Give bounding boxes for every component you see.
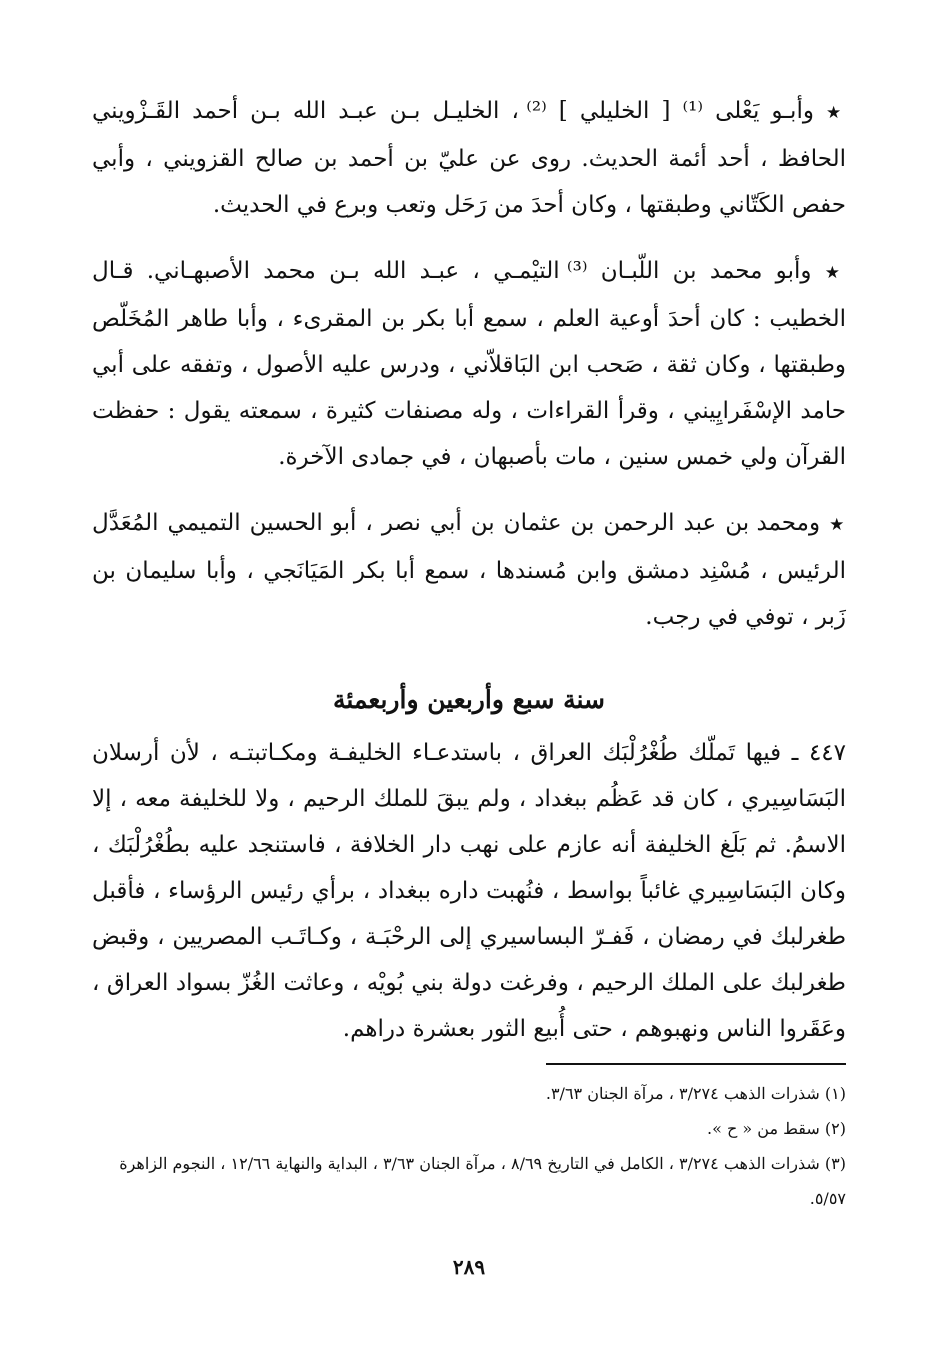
- event-number: ٤٤٧: [808, 740, 846, 766]
- footnotes: [92, 1076, 846, 1216]
- event-paragraph: [92, 730, 846, 1052]
- entry-text: وأبو محمد بن اللّبـان ⁽³⁾ التيْمـي ، عبـد الله بـن محمد الأصبهـاني. قـال الخطيب : كان أحدَ أوعية العلم ، سمع أبا بكر بن المقرىء ، وأبا طاهر المُخَلّص وطبقتها ، وكان ثقة ، صَحب ابن البَاقلاّني ، ودرس عليه الأصول ، وتفقه على أبي حامد الإسْفَرايِيني ، وقرأ القراءات ، وله مصنفات كثيرة ، سمعته يقول : حفظت القرآن ولي خمس سنين ، مات بأصبهان ، في جمادى الآخرة.: [92, 258, 846, 470]
- footnote-1: [92, 1076, 846, 1111]
- footnote-3: [92, 1146, 846, 1216]
- main-text: [92, 88, 846, 1052]
- entry-text: ومحمد بن عبد الرحمن بن عثمان بن أبي نصر ، أبو الحسين التميمي المُعَدَّل الرئيس ، مُسْنِد دمشق وابن مُسندها ، سمع أبا بكر المَيَانَجي ، وأبا سليمان بن زَبر ، توفي في رجب.: [92, 510, 846, 630]
- page-number: ٢٨٩: [452, 1255, 486, 1279]
- entry-text: وأبـو يَعْلى ⁽¹⁾ [ الخليلي ] ⁽²⁾ ، الخليـل بـن عبـد الله بـن أحمد القَـزْويني الحافظ ، أحد أئمة الحديث. روى عن عليّ بن أحمد بن صالح القزويني ، وأبي حفص الكَتّاني وطبقتها ، وكان أحدَ من رَحَل وتعب وبرع في الحديث.: [92, 98, 846, 218]
- entry-khalili: [92, 88, 846, 228]
- star-marker: ★: [826, 103, 846, 123]
- entry-tamimi: [92, 500, 846, 640]
- footnote-number: (٣): [824, 1154, 846, 1173]
- section-heading: سنة سبع وأربعين وأربعمئة: [333, 685, 605, 714]
- entry-labban: [92, 248, 846, 480]
- footnote-number: (٢): [824, 1119, 846, 1138]
- footnote-number: (١): [824, 1084, 846, 1103]
- star-marker: ★: [824, 263, 846, 283]
- event-text: ـ فيها تَملّك طُغْرُلْبَك العراق ، باستدعـاء الخليفـة ومكـاتبتـه ، لأن أرسلان البَسَاسِيري ، كان قد عَظُم ببغداد ، ولم يبقَ للملك الرحيم ، ولا للخليفة معه ، إلا الاسمُ. ثم بَلَغ الخليفة أنه عازم على نهب دار الخلافة ، فاستنجد عليه بطُغْرُلْبَك ، وكان البَسَاسِيري غائباً بواسط ، فنُهبت داره ببغداد ، برأي رئيس الرؤساء ، فأقبل طغرلبك في رمضان ، فَفـرّ البساسيري إلى الرحْبَـة ، وكـاتَـب المصريين ، وقبض طغرلبك على الملك الرحيم ، وفرغت دولة بني بُويْه ، وعاثت الغُزّ بسواد العراق ، وعَقَروا الناس ونهبوهم ، حتى أُبيع الثور بعشرة دراهم.: [92, 740, 846, 1042]
- star-marker: ★: [829, 515, 846, 535]
- footnote-text: شذرات الذهب ٣/٢٧٤ ، الكامل في التاريخ ٨/٦٩ ، مرآة الجنان ٣/٦٣ ، البداية والنهاية ١٢/٦٦ ، النجوم الزاهرة ٥/٥٧.: [119, 1154, 846, 1208]
- footnote-2: [92, 1111, 846, 1146]
- footnote-text: شذرات الذهب ٣/٢٧٤ ، مرآة الجنان ٣/٦٣.: [545, 1084, 820, 1103]
- footnote-text: سقط من « ح ».: [707, 1119, 820, 1138]
- footnote-separator: [546, 1063, 846, 1065]
